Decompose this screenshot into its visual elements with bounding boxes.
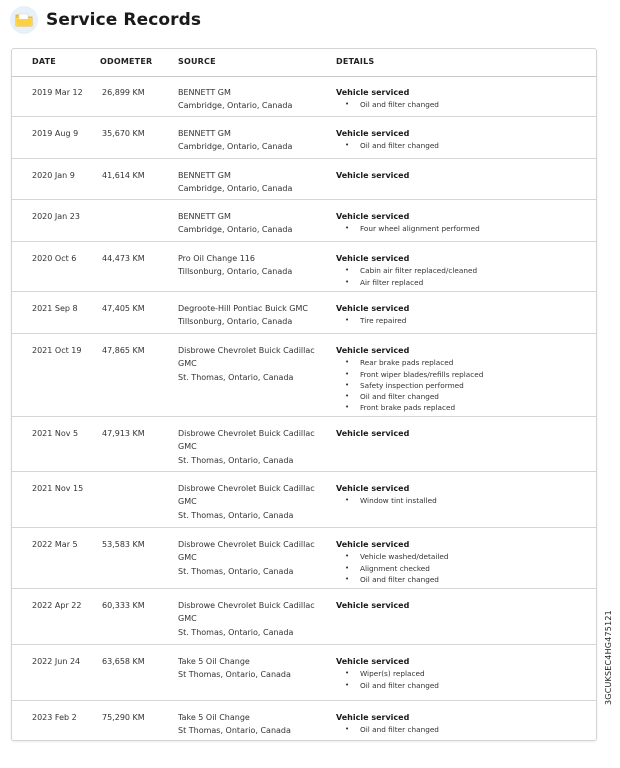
record-source-line: Take 5 Oil Change bbox=[178, 657, 250, 666]
record-details bbox=[336, 655, 586, 691]
record-detail-item: • Oil and filter changed bbox=[336, 574, 586, 585]
record-detail-title: Vehicle serviced bbox=[336, 601, 410, 610]
record-source-line: Tillsonburg, Ontario, Canada bbox=[178, 267, 293, 277]
record-odometer: 26,899 KM bbox=[102, 88, 145, 97]
record-source-line: Tillsonburg, Ontario, Canada bbox=[178, 317, 293, 327]
record-detail-item: • Rear brake pads replaced bbox=[336, 357, 586, 368]
column-header-source: SOURCE bbox=[178, 57, 216, 66]
column-header-odometer: ODOMETER bbox=[100, 57, 153, 66]
record-source-line: BENNETT GM bbox=[178, 129, 231, 138]
record-detail-item: • Cabin air filter replaced/cleaned bbox=[336, 265, 586, 276]
record-details bbox=[336, 169, 586, 182]
record-source-line: GMC bbox=[178, 553, 197, 563]
page-header bbox=[10, 4, 201, 36]
record-detail-item: • Wiper(s) replaced bbox=[336, 668, 586, 679]
record-source-line: St. Thomas, Ontario, Canada bbox=[178, 455, 294, 465]
record-odometer: 41,614 KM bbox=[102, 171, 145, 180]
record-odometer: 53,583 KM bbox=[102, 540, 145, 549]
record-detail-item: • Front brake pads replaced bbox=[336, 402, 586, 413]
table-row bbox=[12, 645, 596, 701]
record-source-line: Pro Oil Change 116 bbox=[178, 254, 255, 263]
column-header-date: DATE bbox=[32, 57, 56, 66]
record-date: 2021 Nov 15 bbox=[32, 484, 84, 493]
record-source bbox=[178, 482, 328, 522]
record-source bbox=[178, 538, 328, 578]
record-odometer: 47,913 KM bbox=[102, 429, 145, 438]
record-source-line: Cambridge, Ontario, Canada bbox=[178, 101, 293, 111]
record-date: 2021 Sep 8 bbox=[32, 304, 78, 313]
record-detail-title: Vehicle serviced bbox=[336, 484, 410, 493]
record-details bbox=[336, 86, 586, 111]
record-odometer: 63,658 KM bbox=[102, 657, 145, 666]
record-source-line: Disbrowe Chevrolet Buick Cadillac bbox=[178, 484, 315, 493]
record-details bbox=[336, 302, 586, 327]
record-detail-list bbox=[336, 668, 586, 690]
record-source-line: BENNETT GM bbox=[178, 171, 231, 180]
record-source-line: GMC bbox=[178, 497, 197, 507]
record-detail-title: Vehicle serviced bbox=[336, 212, 410, 221]
record-date: 2020 Jan 9 bbox=[32, 171, 75, 180]
record-odometer: 60,333 KM bbox=[102, 601, 145, 610]
record-detail-list bbox=[336, 140, 586, 151]
record-source bbox=[178, 427, 328, 467]
table-row bbox=[12, 589, 596, 645]
record-detail-list bbox=[336, 315, 586, 326]
record-date: 2019 Mar 12 bbox=[32, 88, 83, 97]
record-date: 2022 Apr 22 bbox=[32, 601, 82, 610]
record-source-line: St. Thomas, Ontario, Canada bbox=[178, 566, 294, 576]
record-source-line: BENNETT GM bbox=[178, 88, 231, 97]
record-details bbox=[336, 482, 586, 507]
record-details bbox=[336, 210, 586, 235]
record-odometer: 47,865 KM bbox=[102, 346, 145, 355]
record-source-line: St. Thomas, Ontario, Canada bbox=[178, 372, 294, 382]
table-row bbox=[12, 528, 596, 589]
record-details bbox=[336, 127, 586, 152]
record-source-line: Cambridge, Ontario, Canada bbox=[178, 184, 293, 194]
record-detail-title: Vehicle serviced bbox=[336, 429, 410, 438]
record-source-line: GMC bbox=[178, 442, 197, 452]
record-source-line: Take 5 Oil Change bbox=[178, 713, 250, 722]
folder-icon bbox=[10, 6, 38, 34]
record-date: 2020 Oct 6 bbox=[32, 254, 77, 263]
record-detail-title: Vehicle serviced bbox=[336, 304, 410, 313]
record-source-line: Degroote-Hill Pontiac Buick GMC bbox=[178, 304, 308, 313]
record-source bbox=[178, 599, 328, 639]
record-detail-list bbox=[336, 495, 586, 506]
record-detail-item: • Vehicle washed/detailed bbox=[336, 551, 586, 562]
record-details bbox=[336, 711, 586, 736]
record-source-line: GMC bbox=[178, 614, 197, 624]
record-source-line: BENNETT GM bbox=[178, 212, 231, 221]
record-source-line: Disbrowe Chevrolet Buick Cadillac bbox=[178, 346, 315, 355]
record-source bbox=[178, 655, 328, 682]
record-odometer: 75,290 KM bbox=[102, 713, 145, 722]
record-source-line: Disbrowe Chevrolet Buick Cadillac bbox=[178, 429, 315, 438]
record-detail-title: Vehicle serviced bbox=[336, 713, 410, 722]
record-source bbox=[178, 86, 328, 113]
record-source-line: St. Thomas, Ontario, Canada bbox=[178, 627, 294, 637]
record-detail-item: • Oil and filter changed bbox=[336, 724, 586, 735]
record-detail-item: • Oil and filter changed bbox=[336, 140, 586, 151]
record-date: 2022 Jun 24 bbox=[32, 657, 81, 666]
record-source-line: Cambridge, Ontario, Canada bbox=[178, 225, 293, 235]
record-source bbox=[178, 169, 328, 196]
record-detail-item: • Safety inspection performed bbox=[336, 380, 586, 391]
record-detail-list bbox=[336, 357, 586, 413]
table-row bbox=[12, 159, 596, 200]
table-row bbox=[12, 242, 596, 292]
table-row bbox=[12, 334, 596, 417]
record-detail-title: Vehicle serviced bbox=[336, 346, 410, 355]
record-source-line: Disbrowe Chevrolet Buick Cadillac bbox=[178, 540, 315, 549]
record-detail-item: • Oil and filter changed bbox=[336, 391, 586, 402]
record-detail-list bbox=[336, 551, 586, 585]
page-title: Service Records bbox=[46, 10, 202, 30]
record-detail-item: • Alignment checked bbox=[336, 563, 586, 574]
vin-number: 3GCUKSEC4HG475121 bbox=[604, 610, 613, 705]
table-row bbox=[12, 200, 596, 242]
table-row bbox=[12, 76, 596, 117]
record-date: 2023 Feb 2 bbox=[32, 713, 77, 722]
record-details bbox=[336, 538, 586, 585]
record-odometer: 35,670 KM bbox=[102, 129, 145, 138]
record-odometer: 44,473 KM bbox=[102, 254, 145, 263]
record-source-line: Cambridge, Ontario, Canada bbox=[178, 142, 293, 152]
table-row bbox=[12, 417, 596, 472]
record-date: 2021 Nov 5 bbox=[32, 429, 79, 438]
record-source bbox=[178, 711, 328, 738]
record-detail-title: Vehicle serviced bbox=[336, 171, 410, 180]
record-detail-list bbox=[336, 265, 586, 287]
table-row bbox=[12, 472, 596, 528]
record-details bbox=[336, 252, 586, 288]
table-header bbox=[12, 49, 596, 77]
record-date: 2021 Oct 19 bbox=[32, 346, 82, 355]
record-detail-list bbox=[336, 724, 586, 735]
record-date: 2020 Jan 23 bbox=[32, 212, 80, 221]
record-details bbox=[336, 344, 586, 413]
record-details bbox=[336, 599, 586, 612]
record-detail-item: • Oil and filter changed bbox=[336, 99, 586, 110]
record-detail-item: • Four wheel alignment performed bbox=[336, 223, 586, 234]
service-records-table bbox=[11, 48, 597, 741]
record-source bbox=[178, 344, 328, 384]
record-detail-list bbox=[336, 99, 586, 110]
record-source-line: Disbrowe Chevrolet Buick Cadillac bbox=[178, 601, 315, 610]
record-detail-title: Vehicle serviced bbox=[336, 657, 410, 666]
table-row bbox=[12, 292, 596, 334]
record-detail-list bbox=[336, 223, 586, 234]
record-date: 2019 Aug 9 bbox=[32, 129, 79, 138]
record-detail-item: • Oil and filter changed bbox=[336, 680, 586, 691]
record-source bbox=[178, 252, 328, 279]
record-source bbox=[178, 302, 328, 329]
record-source bbox=[178, 210, 328, 237]
record-date: 2022 Mar 5 bbox=[32, 540, 78, 549]
record-detail-title: Vehicle serviced bbox=[336, 88, 410, 97]
column-header-details: DETAILS bbox=[336, 57, 375, 66]
record-odometer: 47,405 KM bbox=[102, 304, 145, 313]
table-row bbox=[12, 117, 596, 159]
record-detail-item: • Front wiper blades/refills replaced bbox=[336, 369, 586, 380]
record-details bbox=[336, 427, 586, 440]
record-source-line: St. Thomas, Ontario, Canada bbox=[178, 510, 294, 520]
record-source-line: St Thomas, Ontario, Canada bbox=[178, 670, 291, 680]
table-row bbox=[12, 701, 596, 741]
record-detail-title: Vehicle serviced bbox=[336, 129, 410, 138]
record-source bbox=[178, 127, 328, 154]
record-source-line: St Thomas, Ontario, Canada bbox=[178, 726, 291, 736]
record-detail-item: • Tire repaired bbox=[336, 315, 586, 326]
record-detail-title: Vehicle serviced bbox=[336, 254, 410, 263]
record-detail-title: Vehicle serviced bbox=[336, 540, 410, 549]
record-source-line: GMC bbox=[178, 359, 197, 369]
record-detail-item: • Window tint installed bbox=[336, 495, 586, 506]
record-detail-item: • Air filter replaced bbox=[336, 277, 586, 288]
